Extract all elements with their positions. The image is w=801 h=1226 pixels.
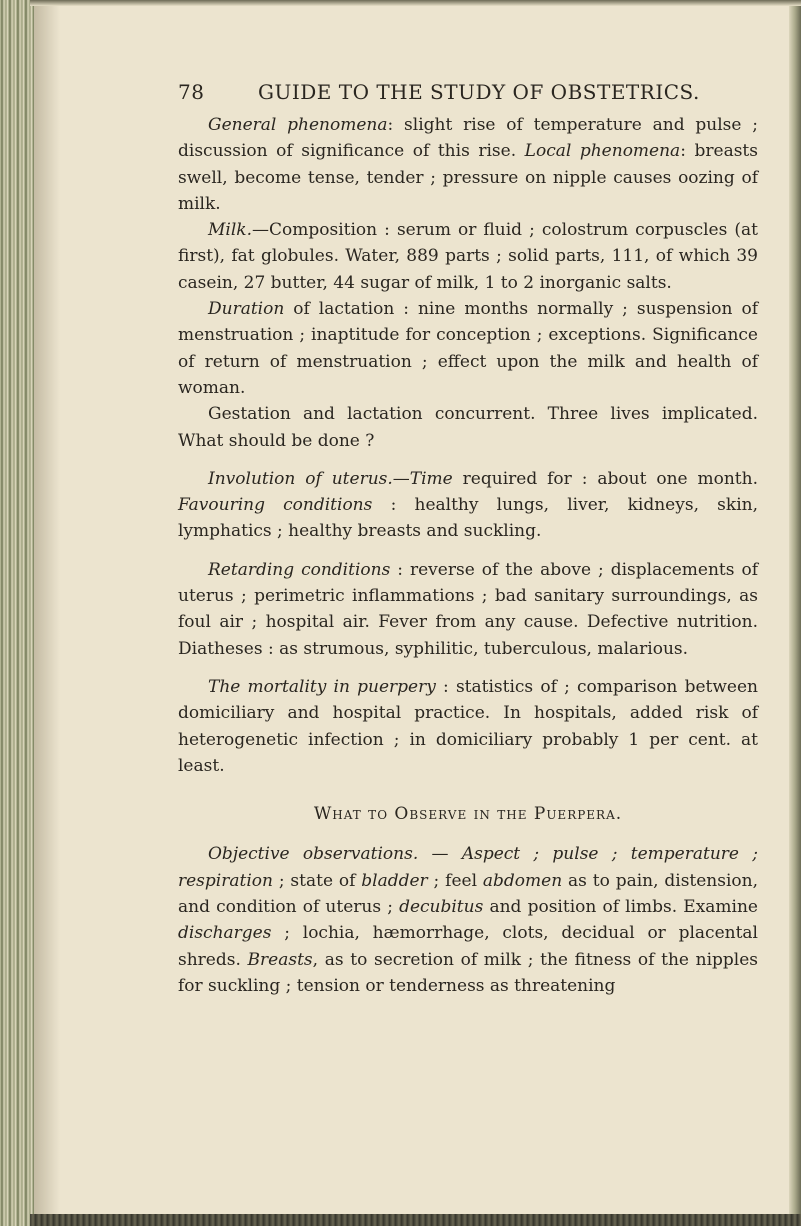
paragraph-mortality: The mortality in puerpery : statistics of ; comparison between domiciliary and hospital practice. In hospitals, added risk of heterogenetic infection ; in domiciliary probably 1 per cent. at least.	[178, 676, 758, 776]
page-body	[178, 112, 758, 999]
paragraph-general-phenomena: General phenomena: slight rise of temperature and pulse ; discussion of significance of this rise. Local phenomena: breasts swell, become tense, tender ; pressure on nipple causes oozing of milk.	[178, 115, 759, 214]
page-number: 78	[178, 80, 205, 104]
page-top-edge	[30, 0, 801, 6]
paragraph-involution: Involution of uterus.—Time required for : about one month. Favouring conditions : healthy lungs, liver, kidneys, skin, lymphatics ; healthy breasts and suckling.	[178, 468, 758, 542]
gutter-shadow	[34, 0, 60, 1226]
paragraph-milk: Milk.—Composition : serum or fluid ; colostrum corpuscles (at first), fat globules. Water, 889 parts ; solid parts, 111, of which 39 casein, 27 butter, 44 sugar of milk, 1 to 2 inorganic salts.	[178, 220, 758, 293]
page-right-edge	[789, 0, 801, 1226]
section-heading: What to Observe in the Puerpera.	[313, 804, 623, 825]
book-binding-edge	[0, 0, 34, 1226]
paragraph-objective-observations: Objective observations. — Aspect ; pulse ; temperature ; respiration ; state of bladder ; feel abdomen as to pain, distension, and condition of uterus ; decubitus and position of limbs. Examine discharges ; lochia, hæmorrhage, clots, decidual or placental shreds. Breasts, as to secretion of milk ; the fitness of the nipples for suckling ; tension or tenderness as threatening	[178, 844, 759, 996]
paragraph-retarding-conditions: Retarding conditions : reverse of the above ; displacements of uterus ; perimetric inflammations ; bad sanitary surroundings, as foul air ; hospital air. Fever from any cause. Defective nutrition. Diatheses : as strumous, syphilitic, tuberculous, malarious.	[178, 559, 758, 659]
running-title: GUIDE TO THE STUDY OF OBSTETRICS.	[258, 80, 700, 104]
paragraph-gestation-lactation: Gestation and lactation concurrent. Three lives implicated. What should be done ?	[178, 404, 758, 451]
paragraph-duration: Duration of lactation : nine months normally ; suspension of menstruation ; inaptitude for conception ; exceptions. Significance of return of menstruation ; effect upon the milk and health of woman.	[178, 299, 758, 398]
page-bottom-edge	[30, 1214, 801, 1226]
